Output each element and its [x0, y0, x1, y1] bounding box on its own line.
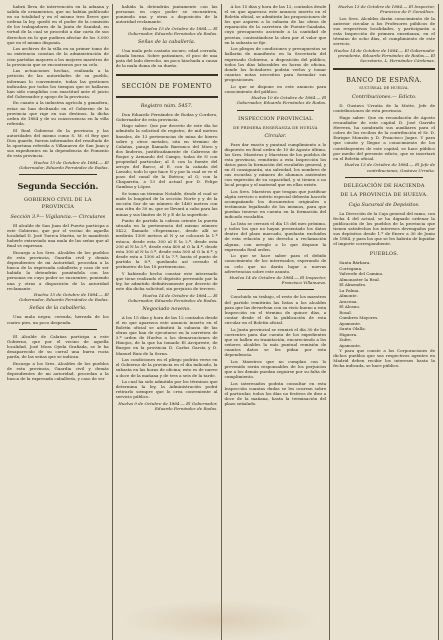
subheading: Sección 3.ª— Vigilancia.— Circulares: [10, 213, 106, 220]
box-title: BANCO DE ESPAÑA.: [346, 76, 423, 85]
signature: Huelva 9 de Octubre de 1884.— El Gobernador, Eduardo Fernández de Rodas.: [118, 401, 218, 412]
column-1: [4, 4, 113, 640]
paragraph: D. Gustavo Urrutia de la Motte, Jefe de contribuciones de esta provincia.: [333, 103, 435, 114]
paragraph: Punto de partida la cabeza oriente la puerta situada en la pertenencia del mismo número 5422, llamado «Esperanza», desde allí se medirán 1300 metros al N y se colocará la 1.ª estaca, desde esta 300 al E la 2.ª, desde esta 200 al N la 3.ª, desde esta 400 al O la 4.ª, desde esta 300 al N la 5.ª, desde esta 500 al O la 6.ª, y desde esta a 1300 al S la 7.ª, hasta el punto de partida la 8.ª, quedando así cerrado el perímetro de las 18 pertenencias.: [115, 218, 218, 270]
signature: Huelva 15 de Octubre de 1884.— El Gobernador, Eduardo Fernández de Rodas.: [19, 159, 109, 170]
section-title: Segunda Sección.: [17, 180, 99, 191]
subheading: Circular.: [264, 132, 287, 139]
paragraph: Encargo a los Sres. Alcaldes de los pueblos de esta provincia, Guardia civil y demás dependientes de mi Autoridad, procedan a la busca de la expresada caballería y caso de ser habida la detendrán poniéndola con las personas en cuyo poder se encuentre, poniendo una y otras a disposición de la autoridad reclamante.: [7, 249, 109, 291]
paragraph: La lista se cerrará el día 15 del mes próximo, y todos los que no hayan presentado los datos dentro del plazo marcado, quedarán excluidos de esta relación y sin derecho a reclamación alguna, con arreglo a lo que dispone la expresada Real orden.: [224, 221, 327, 252]
subheading: Caja Sucursal de Depósitos.: [348, 201, 420, 208]
list-item: Valverde del Camino.: [339, 271, 384, 277]
signature: Huelva 13 de Octubre de 1884.— El Inspector, Francisco de P. Gonzálvez.: [338, 4, 435, 15]
paragraph: Los pliegos de condiciones y presupuestos se hallarán de manifiesto en la Secretaría del expresado Gobierno, a disposición del público, todos los días laborables en horas de oficina, donde los licitadores podrán verlos y tomar cuantas notas necesiten para formular sus proposiciones.: [224, 46, 327, 82]
signature: Huelva 10 de Octubre de 1884.— El Gobernador, Eduardo Fernández de Rodas.: [236, 95, 327, 106]
list-item: Ayamonte.: [339, 342, 362, 348]
paragraph: Para dar exacto y puntual cumplimiento a lo dispuesto en Real orden de 10 de Agosto último, los Sres. Maestros y Maestras de los pueblos de esta provincia, remitirán a esta Inspección los datos para la formación del escalafón general, y en él consignarán, sin salvedad, los nombres de sus escuelas y número de alumnos asistentes con expresión de su capacidad, y si tienen o no local propio y el material que en ellas existe.: [224, 141, 327, 188]
divider: [19, 329, 97, 330]
heading: DE LA PROVINCIA DE HUELVA.: [340, 191, 428, 198]
paragraph: Las actuaciones hechas, realizada a la petición de las autoridades de su pueblo, informan lo conveniente, todas las gestiones indicadas por todos los tiempos que se hallaron han sido cumplidas con exactitud ante el juicio del Gobernador y apoyo de la provincia.: [7, 68, 109, 99]
signature: Huelva 14 de Octubre de 1884.— El Gobernador, Eduardo Fernández de Rodas.: [127, 292, 218, 303]
list-item: Santa Olalla.: [339, 326, 366, 332]
paragraph: Encargo a los Sres. Alcaldes de los pueblos de esta provincia, Guardia civil y demás dependientes de mi autoridad, procedan a la busca de la expresada caballería, y caso de ser: [7, 360, 109, 381]
double-divider: [333, 68, 435, 70]
paragraph: Las condiciones en el pliego podrán verse en el Gobierno de la provincia en el día indicado, la subasta en las horas de oficina; esto es de nueve a doce de la mañana y de tres a seis de la tarde.: [115, 357, 218, 378]
subheading: Señas de la caballería.: [137, 39, 196, 46]
list-item: Zufre.: [339, 337, 352, 343]
paragraph: Los Sres. Alcaldes darán conocimiento de la anterior circular a los Profesores públicos de sus respectivas localidades, y participarán a esta Inspección de primera enseñanza, en el término de ocho días, el cumplimiento de este servicio.: [333, 15, 435, 47]
column-3: [222, 4, 331, 640]
paragraph: Y habiendo hecho constar este interesado que tiene realizado el depósito prevenido por la ley, he admitido definitivamente por decreto de este día dicha solicitud, sin perjuicio de tercero.: [115, 270, 218, 291]
list-item: Higuera.: [339, 331, 358, 337]
subheading: Registro núm. 5457.: [140, 102, 193, 109]
list-item: Rosal.: [339, 309, 352, 315]
subheading: Contribuciones.— Edicto.: [351, 94, 417, 101]
heading: GOBIERNO CIVIL DE LA PROVINCIA: [24, 196, 92, 210]
heading: INSPECCION PROVINCIAL: [238, 115, 313, 122]
paragraph: Los archivos de la villa en su primer tomo de su existencia constan de la administración de cien partidas mayores a los mejores maestros de la provincia que se encontraron por su celo.: [7, 46, 109, 67]
paragraph: Una mula pelo castaño oscuro, edad cerrada, alzada buena. Sobre patizaines, el pico de una pata del lado derecho, un poco hinchada a causa de la mala doma de su dueño.: [115, 48, 218, 69]
double-divider: [116, 96, 218, 98]
divider: [237, 289, 315, 290]
paragraph: Los Sres. Maestros que tengan que justificar algún servicio o mérito especial deberán hacerlo acompañando los documentos originales o testimonio legalizado de los mismos, para que puedan tenerse en cuenta en la formación del indicado escalafón.: [224, 189, 327, 220]
divider: [237, 110, 315, 111]
signature: Huelva 14 de Octubre de 1884.— El Gobernador presidente, Eduardo Fernández de Rodas.— El Secretario, L. Hernández Cárdenas.: [334, 47, 435, 64]
list-item: La Palma.: [339, 287, 360, 293]
list-item: El Alosno.: [339, 304, 361, 310]
divider: [19, 174, 97, 175]
signature: Huelva 15 de Octubre de 1884.— El Gobernador, Eduardo Fernández de Rodas.: [127, 25, 218, 37]
divider: [345, 177, 423, 178]
paragraph: Los interesados podrán consultar en esta Inspección cuantas dudas se les ocurran sobre el particular, todos los días no festivos de diez a doce de la mañana, hasta la terminación del plazo señalado.: [224, 380, 327, 407]
list-item: Aracena.: [339, 298, 358, 304]
paragraph: Una mula negra, cerrada, herrada de los cuatro pies, un poco despeada.: [7, 314, 109, 325]
heading: DE PRIMERA ENSEÑANZA DE HUELVA: [233, 124, 318, 130]
paragraph: Los Maestros que no cumplan con lo prevenido serán responsables de los perjuicios que a los demás puedan seguirse por su falta de cumplimiento.: [224, 358, 327, 380]
paragraph: Lo que se dispone en este anuncio para conocimiento del público.: [224, 83, 327, 94]
heading: DELEGACIÓN DE HACIENDA: [343, 182, 425, 189]
signature: Huelva 13 de Octubre de 1884.— El Jefe de contribuciones, Gustavo Urrutia.: [344, 162, 435, 173]
list-item: Almonte.: [339, 293, 358, 299]
paragraph: Hago saber: Que por decreto de este día he admitido la solicitud de registro, de mil metros lineales, de 13 pertenencias de mina de hierro sobre y otros metales, sita en término de Calañas, paraje llamado Barranco del Moro y dos linderos, justificadamente de Cabreras de Roque y Armando del Campo, todas de N con propiedad particular; al S con la fuente del arroyo del Barco; al E, con la cañada del Lavado; todo lo que hace N y por la cual se ve el pozo del canal de la Ibérica; al O, con la Chaparrita, a 13 del actual por D. Felipe Gamboa y López.: [115, 123, 218, 190]
paragraph: Se toma un término Notable, desde el cual se mide la longitud de la sección Norte y y de la sección Sur de un número de 1460 metros con una cifra de 30 m, que se llevará a cabo para las minas y sus límites de N y E de la superficie.: [115, 191, 218, 217]
paragraph: El Real Gobierno de la provincia y las autoridades del mismo como S. M. el Rey que Dios guarde, fueron informados del resultado de la oportuna referida a Villanueva de San Juan y sus expedientes en la dependencia de Fomento de esta provincia.: [7, 127, 109, 158]
heading: PUEBLOS.: [369, 251, 399, 258]
paragraph: A los 15 días y hora de las 12 contados desde el en que aparezca este anuncio inserto en el Boletín oficial se admitirá la subasta de las obras que han de ejecutarse en la carretera de 3.º orden de Huelva a los demarcaciones de Hinojos, de la que ha tomado El Arcipreste, de Burgos en la provincia D. Carlos García y D. Manuel Ruiz de la Serna.: [115, 314, 218, 356]
subheading: Señas de la caballería.: [29, 305, 87, 312]
subheading: Negociado noveno.: [142, 305, 191, 312]
list-item: Santa Bárbara.: [339, 260, 371, 266]
paragraph: La Junta provincial se reunirá el día 30 de los corrientes para dar cuenta de los expedientes que se hallen en tramitación, encareciendo a los señores alcaldes la más puntual remisión de cuantos datos se les pidan por esta dependencia.: [224, 326, 327, 358]
paragraph: La Dirección de la Caja general del ramo, con fecha 4 del actual, se ha dignado ordenar la publicación de los pueblos de la provincia que tienen satisfechos los intereses devengados por sus depósitos desde 1.º de Enero a 30 de Junio de 1884, y para los que se les habrán de liquidar el importe correspondiente.: [333, 210, 435, 247]
heading: SUCURSAL DE HUELVA.: [359, 86, 410, 91]
column-4: [330, 4, 439, 640]
paragraph: Concluido su trabajo, el resto de los maestros del partido remitirán las listas a los alcaldes para que las devuelvan con su visto bueno a esta Inspección en el término de quince días, a contar desde el de la publicación de esta circular en el Boletín oficial.: [224, 294, 327, 325]
double-divider: [116, 74, 218, 76]
list-item: Ayamonte.: [339, 320, 362, 326]
paragraph: El alcalde de San Juan del Puerto participa a este Gobierno, que por el vecino de aquella localidad D. José Tuerca Martin, se le manifestó haberle extraviado una mula de las señas que al final se expresan.: [7, 222, 109, 249]
list-item: Cumbres Mayores.: [339, 315, 379, 321]
paragraph: En cuanto a la industria agrícola y ganadera, estas no han declinado en el Gobierno de la provincia que rige en sus destinos, la dicha orden de 1884 y de su consecuencia en la villa referida.: [7, 100, 109, 126]
paragraph: habrá lleva de intervención en la aduana y salida de ornamentos, que no habían publicado en su totalidad y en el mismo tres lleves que ordena la ley, quedó en el poder de la comisión de los trabajadores de la Junta de Sanidad, en virtud de la cual se procedió a dar carta de sus derechos en lo que pudiera afectar de los 3.000 que en el mismo disponía.: [7, 4, 109, 45]
box-title: SECCIÓN DE FOMENTO: [121, 81, 212, 90]
paragraph: A los 15 días y hora de las 12, contados desde el en que aparezca este anuncio inserto en el Boletín oficial, se admitirán las proposiciones de los que aspiren a la subasta de las obras de reparación de la carretera de Fuente-Guadaña, cuyo presupuesto asciende a la cantidad de pesetas, contratándose la obra por el valor que en la subasta se fije.: [224, 4, 327, 45]
column-2: [113, 4, 222, 640]
paragraph: habida la detendrán juntamente con las personas en cuyo poder se encuentren, poniendo una y otras a disposición de la autoridad reclamante.: [115, 4, 218, 25]
paragraph: La cual ha sido admitida por los términos que determina la ley, la Administración podrá retirarlo siempre que lo crea conveniente al servicio público.: [115, 379, 218, 400]
paragraph: El Alcalde de Calañas participa a este Gobierno, que por el vecino de aquella localidad, José Mora Ojeda Grafiada, se le ha desaparecido de su corral una burra rucia parda, de las señas que se indican.: [7, 333, 109, 360]
list-item: Cortegana.: [339, 265, 363, 271]
signature: Huelva 15 de Octubre de 1884.— El Gobernador, Eduardo Fernández de Rodas.: [19, 292, 109, 303]
list-item: Almonaster la Real.: [339, 276, 380, 282]
paragraph: Don Eduardo Fernández de Rodas y Cordero, Gobernador de esta provincia.: [115, 111, 218, 122]
signature: Huelva 14 de Octubre de 1884.— El Inspector, Francisco Villanueva.: [229, 275, 327, 286]
paragraph: Y para que conste a los Corporaciones de dichos pueblos que sus respectivos agentes en Madrid deben recibir los intereses hasta la fecha indicada, se hace público.: [333, 348, 435, 369]
list-item: El Almendro.: [339, 282, 367, 288]
paragraph: Lo que se hace saber para el debido conocimiento de los interesados, esperando de su celo que no darán lugar a nuevas advertencias sobre este asunto.: [224, 253, 327, 274]
paragraph: Hago saber: Que en recaudación de Agosto recaudador de este capital D. José Garrido Herrera, ha nombrado sus auxiliares para el cobro de los recibos de la contribución el Sr. D. Enrique Monzón y D. Francisco Jaque. Y para que conste y llegue a conocimiento de los contribuyentes de este capital, se hace público por medio del presente edicto, que se insertará en el Boletín oficial.: [333, 115, 435, 161]
